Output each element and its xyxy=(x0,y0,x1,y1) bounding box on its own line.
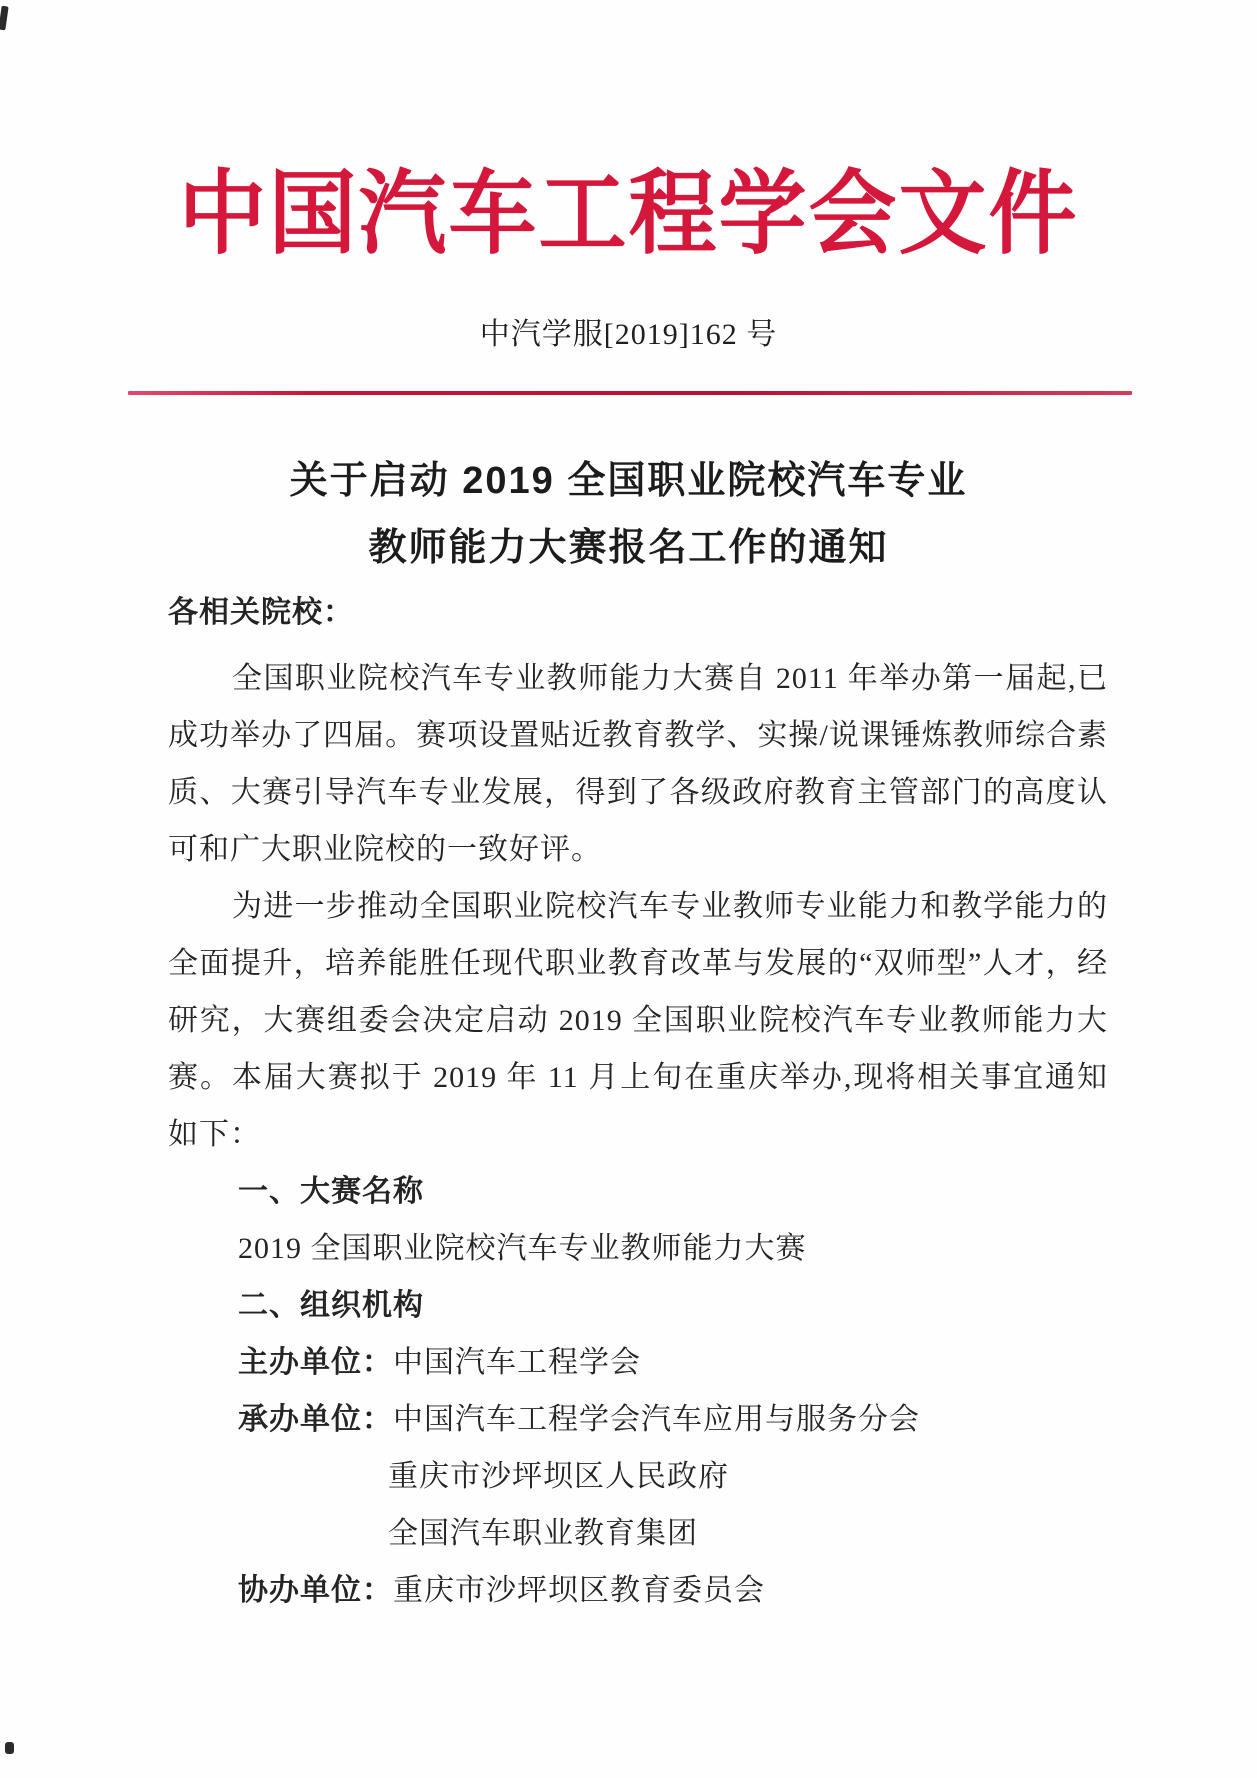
document-body xyxy=(168,584,1108,1619)
paragraph-1: 全国职业院校汽车专业教师能力大赛自 2011 年举办第一届起,已成功举办了四届。赛项设置贴近教育教学、实操/说课锤炼教师综合素质、大赛引导汽车专业发展，得到了各级政府教育主管部门的高度认可和广大职业院校的一致好评。 xyxy=(168,662,1108,866)
organizer-row-undertaker-3 xyxy=(168,1505,1108,1562)
organizer-value: 中国汽车工程学会汽车应用与服务分会 xyxy=(393,1403,920,1436)
organizer-label xyxy=(238,1505,388,1562)
section-2-heading: 二、组织机构 xyxy=(238,1289,424,1322)
organizer-label: 承办单位： xyxy=(238,1403,393,1436)
organizer-row-undertaker-2 xyxy=(168,1448,1108,1505)
notice-title-line-1: 关于启动 2019 全国职业院校汽车专业 xyxy=(289,460,968,502)
organizer-value: 全国汽车职业教育集团 xyxy=(388,1517,698,1550)
org-letterhead-title: 中国汽车工程学会文件 xyxy=(178,165,1079,266)
organizer-value: 重庆市沙坪坝区教育委员会 xyxy=(393,1574,765,1607)
organizer-row-undertaker xyxy=(168,1391,1108,1448)
section-1-heading: 一、大赛名称 xyxy=(238,1175,424,1208)
red-divider-line xyxy=(128,391,1132,395)
organizer-value: 重庆市沙坪坝区人民政府 xyxy=(388,1460,729,1493)
organizer-label: 主办单位： xyxy=(238,1346,393,1379)
organizer-value: 中国汽车工程学会 xyxy=(393,1346,641,1379)
section-1-content: 2019 全国职业院校汽车专业教师能力大赛 xyxy=(238,1232,807,1265)
paragraph-2: 为进一步推动全国职业院校汽车专业教师专业能力和教学能力的全面提升，培养能胜任现代职业教育改革与发展的“双师型”人才，经研究，大赛组委会决定启动 2019 全国职业院校汽车专业教师能力大赛。本届大赛拟于 2019 年 11 月上旬在重庆举办,现将相关事宜通知如下： xyxy=(168,890,1108,1151)
scan-artifact xyxy=(5,1742,14,1754)
organizer-label xyxy=(238,1448,388,1505)
organizer-row-host xyxy=(168,1334,1108,1391)
organizer-row-coorganizer xyxy=(168,1562,1108,1619)
salutation: 各相关院校： xyxy=(168,596,354,629)
scan-artifact xyxy=(0,6,9,31)
notice-title xyxy=(0,448,1257,582)
organizer-label: 协办单位： xyxy=(238,1574,393,1607)
doc-number: 中汽学服[2019]162 号 xyxy=(479,318,778,351)
notice-title-line-2: 教师能力大赛报名工作的通知 xyxy=(368,527,889,569)
